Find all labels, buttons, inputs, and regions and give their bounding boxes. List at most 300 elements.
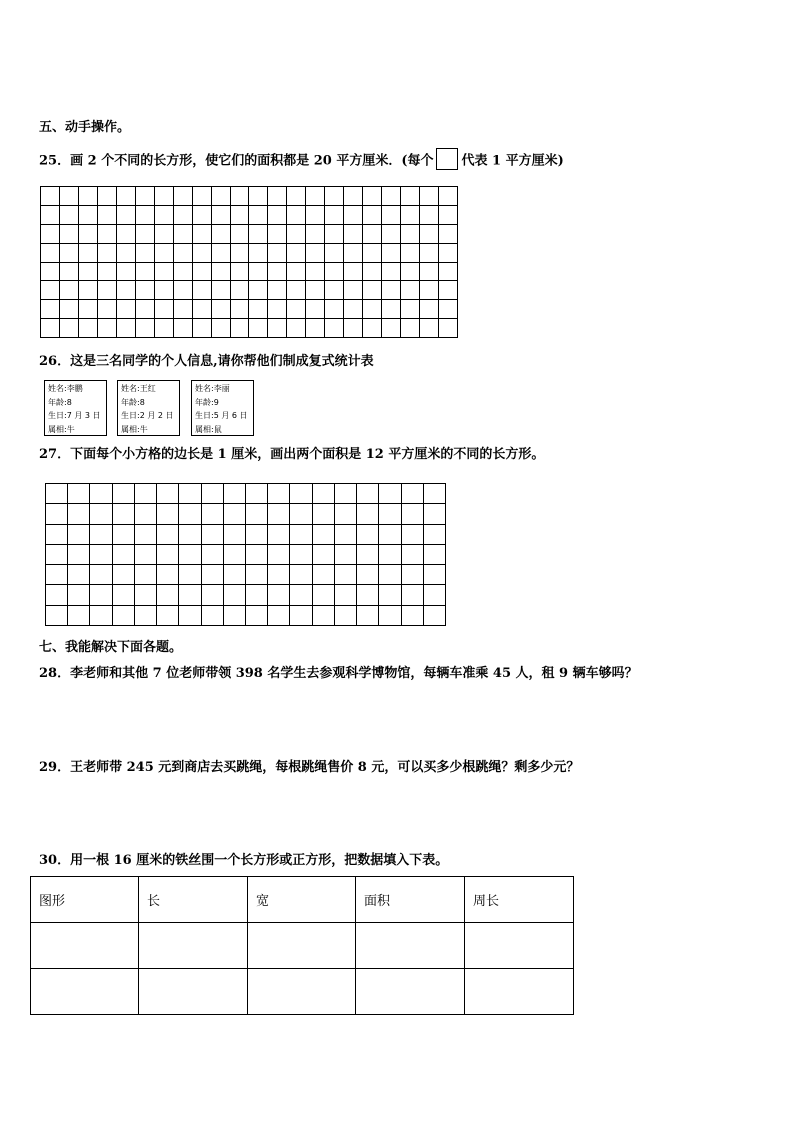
grid-cell[interactable] [78,281,97,300]
grid-cell[interactable] [192,319,211,338]
grid-cell[interactable] [211,187,230,206]
grid-cell[interactable] [382,205,401,224]
grid-cell[interactable] [223,605,245,625]
grid-cell[interactable] [230,300,249,319]
grid-cell[interactable] [97,319,116,338]
grid-cell[interactable] [192,262,211,281]
grid-cell[interactable] [41,205,60,224]
grid-cell[interactable] [363,262,382,281]
grid-cell[interactable] [357,524,379,544]
grid-cell[interactable] [157,544,179,564]
grid-cell[interactable] [59,319,78,338]
grid-cell[interactable] [401,300,420,319]
grid-cell[interactable] [78,262,97,281]
grid-cell[interactable] [173,224,192,243]
grid-cell[interactable] [439,205,458,224]
grid-cell[interactable] [135,281,154,300]
grid-cell[interactable] [135,243,154,262]
grid-cell[interactable] [401,187,420,206]
grid-cell[interactable] [325,281,344,300]
grid-cell[interactable] [401,243,420,262]
grid-cell[interactable] [116,281,135,300]
grid-cell[interactable] [112,544,134,564]
grid-cell[interactable] [201,585,223,605]
table-cell[interactable] [31,969,139,1015]
grid-cell[interactable] [230,243,249,262]
grid-cell[interactable] [90,585,112,605]
grid-cell[interactable] [223,524,245,544]
grid-cell[interactable] [401,565,423,585]
grid-cell[interactable] [439,262,458,281]
grid-cell[interactable] [245,484,267,504]
grid-cell[interactable] [201,565,223,585]
grid-cell[interactable] [334,585,356,605]
grid-cell[interactable] [312,565,334,585]
grid-cell[interactable] [90,504,112,524]
grid-cell[interactable] [230,187,249,206]
grid-cell[interactable] [179,565,201,585]
grid-cell[interactable] [363,281,382,300]
grid-cell[interactable] [382,319,401,338]
grid-cell[interactable] [379,544,401,564]
grid-cell[interactable] [154,262,173,281]
table-cell[interactable] [248,969,356,1015]
grid-cell[interactable] [290,544,312,564]
grid-cell[interactable] [306,319,325,338]
grid-cell[interactable] [268,544,290,564]
grid-cell[interactable] [423,565,445,585]
grid-cell[interactable] [268,281,287,300]
grid-cell[interactable] [59,243,78,262]
grid-cell[interactable] [306,224,325,243]
grid-cell[interactable] [192,205,211,224]
grid-cell[interactable] [268,605,290,625]
grid-cell[interactable] [97,224,116,243]
grid-cell[interactable] [287,224,306,243]
grid-cell[interactable] [382,187,401,206]
grid-cell[interactable] [312,544,334,564]
grid-cell[interactable] [344,205,363,224]
grid-cell[interactable] [68,524,90,544]
grid-cell[interactable] [379,605,401,625]
grid-cell[interactable] [112,565,134,585]
table-cell[interactable] [356,969,465,1015]
grid-cell[interactable] [306,300,325,319]
grid-cell[interactable] [439,187,458,206]
grid-cell[interactable] [334,565,356,585]
grid-cell[interactable] [134,605,156,625]
grid-cell[interactable] [179,484,201,504]
grid-cell[interactable] [78,243,97,262]
grid-cell[interactable] [135,262,154,281]
grid-cell[interactable] [439,300,458,319]
grid-cell[interactable] [46,524,68,544]
grid-cell[interactable] [344,187,363,206]
grid-cell[interactable] [249,187,268,206]
grid-cell[interactable] [41,300,60,319]
table-cell[interactable] [465,923,574,969]
grid-cell[interactable] [211,319,230,338]
grid-cell[interactable] [268,224,287,243]
grid-cell[interactable] [116,243,135,262]
grid-cell[interactable] [230,319,249,338]
grid-cell[interactable] [290,504,312,524]
grid-cell[interactable] [325,205,344,224]
grid-cell[interactable] [90,605,112,625]
grid-cell[interactable] [59,205,78,224]
grid-cell[interactable] [179,585,201,605]
grid-cell[interactable] [401,585,423,605]
grid-cell[interactable] [312,504,334,524]
grid-cell[interactable] [116,319,135,338]
grid-cell[interactable] [41,224,60,243]
grid-cell[interactable] [306,281,325,300]
grid-cell[interactable] [192,281,211,300]
grid-cell[interactable] [68,605,90,625]
grid-cell[interactable] [357,585,379,605]
grid-cell[interactable] [173,319,192,338]
grid-cell[interactable] [249,300,268,319]
grid-cell[interactable] [211,243,230,262]
grid-cell[interactable] [306,243,325,262]
grid-cell[interactable] [223,544,245,564]
grid-cell[interactable] [379,484,401,504]
grid-cell[interactable] [223,484,245,504]
grid-cell[interactable] [112,605,134,625]
grid-cell[interactable] [439,319,458,338]
table-cell[interactable] [356,923,465,969]
grid-cell[interactable] [290,484,312,504]
grid-cell[interactable] [401,224,420,243]
grid-cell[interactable] [290,585,312,605]
grid-cell[interactable] [420,243,439,262]
grid-cell[interactable] [41,319,60,338]
grid-cell[interactable] [306,187,325,206]
grid-cell[interactable] [59,281,78,300]
grid-cell[interactable] [46,585,68,605]
grid-cell[interactable] [312,484,334,504]
grid-cell[interactable] [420,281,439,300]
grid-cell[interactable] [357,605,379,625]
grid-cell[interactable] [154,281,173,300]
grid-cell[interactable] [134,585,156,605]
grid-cell[interactable] [112,585,134,605]
grid-cell[interactable] [97,262,116,281]
grid-cell[interactable] [268,205,287,224]
grid-cell[interactable] [363,187,382,206]
grid-cell[interactable] [363,224,382,243]
grid-cell[interactable] [325,300,344,319]
table-cell[interactable] [248,923,356,969]
grid-cell[interactable] [379,565,401,585]
grid-cell[interactable] [154,243,173,262]
grid-cell[interactable] [192,187,211,206]
grid-cell[interactable] [223,504,245,524]
grid-cell[interactable] [223,565,245,585]
grid-cell[interactable] [268,585,290,605]
grid-cell[interactable] [211,300,230,319]
grid-cell[interactable] [325,319,344,338]
grid-cell[interactable] [325,187,344,206]
grid-cell[interactable] [59,224,78,243]
grid-cell[interactable] [401,262,420,281]
grid-cell[interactable] [157,565,179,585]
grid-cell[interactable] [379,585,401,605]
grid-cell[interactable] [325,224,344,243]
grid-cell[interactable] [41,243,60,262]
grid-cell[interactable] [68,484,90,504]
grid-cell[interactable] [154,319,173,338]
grid-cell[interactable] [290,565,312,585]
grid-cell[interactable] [192,224,211,243]
grid-cell[interactable] [287,205,306,224]
grid-cell[interactable] [344,224,363,243]
grid-cell[interactable] [116,262,135,281]
grid-cell[interactable] [68,585,90,605]
grid-cell[interactable] [68,544,90,564]
grid-cell[interactable] [173,243,192,262]
grid-cell[interactable] [116,187,135,206]
grid-cell[interactable] [135,319,154,338]
grid-cell[interactable] [134,504,156,524]
grid-cell[interactable] [173,205,192,224]
grid-cell[interactable] [268,565,290,585]
grid-cell[interactable] [135,224,154,243]
grid-cell[interactable] [78,187,97,206]
grid-cell[interactable] [154,187,173,206]
grid-cell[interactable] [439,281,458,300]
grid-cell[interactable] [287,319,306,338]
grid-cell[interactable] [287,187,306,206]
grid-cell[interactable] [357,484,379,504]
grid-cell[interactable] [59,262,78,281]
grid-cell[interactable] [287,300,306,319]
grid-cell[interactable] [334,524,356,544]
grid-cell[interactable] [192,243,211,262]
grid-cell[interactable] [312,524,334,544]
grid-cell[interactable] [245,544,267,564]
grid-cell[interactable] [173,262,192,281]
grid-cell[interactable] [334,605,356,625]
grid-cell[interactable] [173,281,192,300]
grid-cell[interactable] [363,205,382,224]
grid-cell[interactable] [245,565,267,585]
grid-cell[interactable] [420,205,439,224]
grid-cell[interactable] [268,504,290,524]
grid-cell[interactable] [363,243,382,262]
grid-cell[interactable] [78,300,97,319]
grid-cell[interactable] [157,585,179,605]
grid-cell[interactable] [401,205,420,224]
grid-cell[interactable] [423,544,445,564]
grid-cell[interactable] [249,224,268,243]
grid-cell[interactable] [179,544,201,564]
grid-cell[interactable] [157,524,179,544]
grid-cell[interactable] [420,319,439,338]
table-cell[interactable] [139,923,248,969]
grid-cell[interactable] [287,243,306,262]
grid-cell[interactable] [112,504,134,524]
grid-cell[interactable] [334,544,356,564]
grid-cell[interactable] [268,262,287,281]
grid-cell[interactable] [363,319,382,338]
grid-cell[interactable] [201,605,223,625]
grid-cell[interactable] [249,243,268,262]
grid-cell[interactable] [334,504,356,524]
grid-cell[interactable] [230,281,249,300]
grid-cell[interactable] [211,262,230,281]
grid-cell[interactable] [230,205,249,224]
grid-cell[interactable] [344,300,363,319]
grid-cell[interactable] [46,605,68,625]
grid-cell[interactable] [382,281,401,300]
grid-cell[interactable] [173,300,192,319]
grid-cell[interactable] [268,187,287,206]
grid-cell[interactable] [382,224,401,243]
grid-cell[interactable] [97,205,116,224]
grid-cell[interactable] [325,243,344,262]
grid-cell[interactable] [154,300,173,319]
grid-cell[interactable] [116,224,135,243]
grid-cell[interactable] [112,524,134,544]
grid-cell[interactable] [268,243,287,262]
grid-cell[interactable] [135,187,154,206]
grid-cell[interactable] [423,605,445,625]
grid-cell[interactable] [90,484,112,504]
grid-cell[interactable] [211,205,230,224]
grid-cell[interactable] [249,205,268,224]
grid-cell[interactable] [423,484,445,504]
grid-cell[interactable] [179,524,201,544]
grid-cell[interactable] [134,484,156,504]
grid-cell[interactable] [173,187,192,206]
grid-cell[interactable] [134,544,156,564]
grid-cell[interactable] [192,300,211,319]
grid-cell[interactable] [112,484,134,504]
grid-cell[interactable] [78,205,97,224]
grid-cell[interactable] [201,524,223,544]
grid-cell[interactable] [287,262,306,281]
grid-cell[interactable] [325,262,344,281]
grid-cell[interactable] [439,224,458,243]
grid-cell[interactable] [211,281,230,300]
table-cell[interactable] [139,969,248,1015]
grid-cell[interactable] [420,300,439,319]
grid-cell[interactable] [223,585,245,605]
grid-cell[interactable] [249,281,268,300]
grid-cell[interactable] [179,504,201,524]
grid-cell[interactable] [268,484,290,504]
grid-cell[interactable] [382,300,401,319]
grid-cell[interactable] [97,187,116,206]
grid-cell[interactable] [41,187,60,206]
grid-cell[interactable] [157,484,179,504]
grid-cell[interactable] [90,524,112,544]
grid-cell[interactable] [245,504,267,524]
grid-cell[interactable] [97,243,116,262]
grid-cell[interactable] [68,565,90,585]
grid-cell[interactable] [312,585,334,605]
grid-cell[interactable] [290,524,312,544]
grid-cell[interactable] [154,224,173,243]
grid-cell[interactable] [46,544,68,564]
grid-cell[interactable] [230,224,249,243]
grid-cell[interactable] [249,262,268,281]
grid-cell[interactable] [211,224,230,243]
grid-cell[interactable] [179,605,201,625]
grid-cell[interactable] [157,605,179,625]
grid-cell[interactable] [344,262,363,281]
grid-cell[interactable] [245,605,267,625]
grid-cell[interactable] [134,524,156,544]
grid-cell[interactable] [439,243,458,262]
grid-cell[interactable] [357,544,379,564]
table-cell[interactable] [31,923,139,969]
grid-cell[interactable] [245,585,267,605]
grid-cell[interactable] [245,524,267,544]
grid-cell[interactable] [423,504,445,524]
grid-cell[interactable] [401,484,423,504]
grid-cell[interactable] [401,319,420,338]
grid-cell[interactable] [46,565,68,585]
grid-cell[interactable] [287,281,306,300]
grid-cell[interactable] [382,243,401,262]
grid-cell[interactable] [249,319,268,338]
grid-cell[interactable] [357,504,379,524]
grid-cell[interactable] [41,262,60,281]
grid-cell[interactable] [59,187,78,206]
grid-cell[interactable] [78,319,97,338]
grid-cell[interactable] [306,262,325,281]
grid-cell[interactable] [116,300,135,319]
grid-cell[interactable] [363,300,382,319]
grid-cell[interactable] [401,281,420,300]
grid-cell[interactable] [401,504,423,524]
grid-cell[interactable] [268,300,287,319]
grid-cell[interactable] [344,243,363,262]
grid-cell[interactable] [78,224,97,243]
grid-cell[interactable] [41,281,60,300]
grid-cell[interactable] [423,585,445,605]
drawing-grid-27[interactable] [45,483,446,626]
grid-cell[interactable] [230,262,249,281]
grid-cell[interactable] [68,504,90,524]
grid-cell[interactable] [344,281,363,300]
grid-cell[interactable] [344,319,363,338]
grid-cell[interactable] [423,524,445,544]
grid-cell[interactable] [97,300,116,319]
grid-cell[interactable] [46,504,68,524]
grid-cell[interactable] [90,544,112,564]
grid-cell[interactable] [97,281,116,300]
drawing-grid-25[interactable] [40,186,458,338]
grid-cell[interactable] [135,300,154,319]
grid-cell[interactable] [382,262,401,281]
grid-cell[interactable] [357,565,379,585]
grid-cell[interactable] [157,504,179,524]
grid-cell[interactable] [134,565,156,585]
grid-cell[interactable] [306,205,325,224]
table-cell[interactable] [465,969,574,1015]
grid-cell[interactable] [334,484,356,504]
grid-cell[interactable] [46,484,68,504]
grid-cell[interactable] [59,300,78,319]
grid-cell[interactable] [420,224,439,243]
grid-cell[interactable] [135,205,154,224]
grid-cell[interactable] [268,319,287,338]
grid-cell[interactable] [401,524,423,544]
grid-cell[interactable] [201,504,223,524]
